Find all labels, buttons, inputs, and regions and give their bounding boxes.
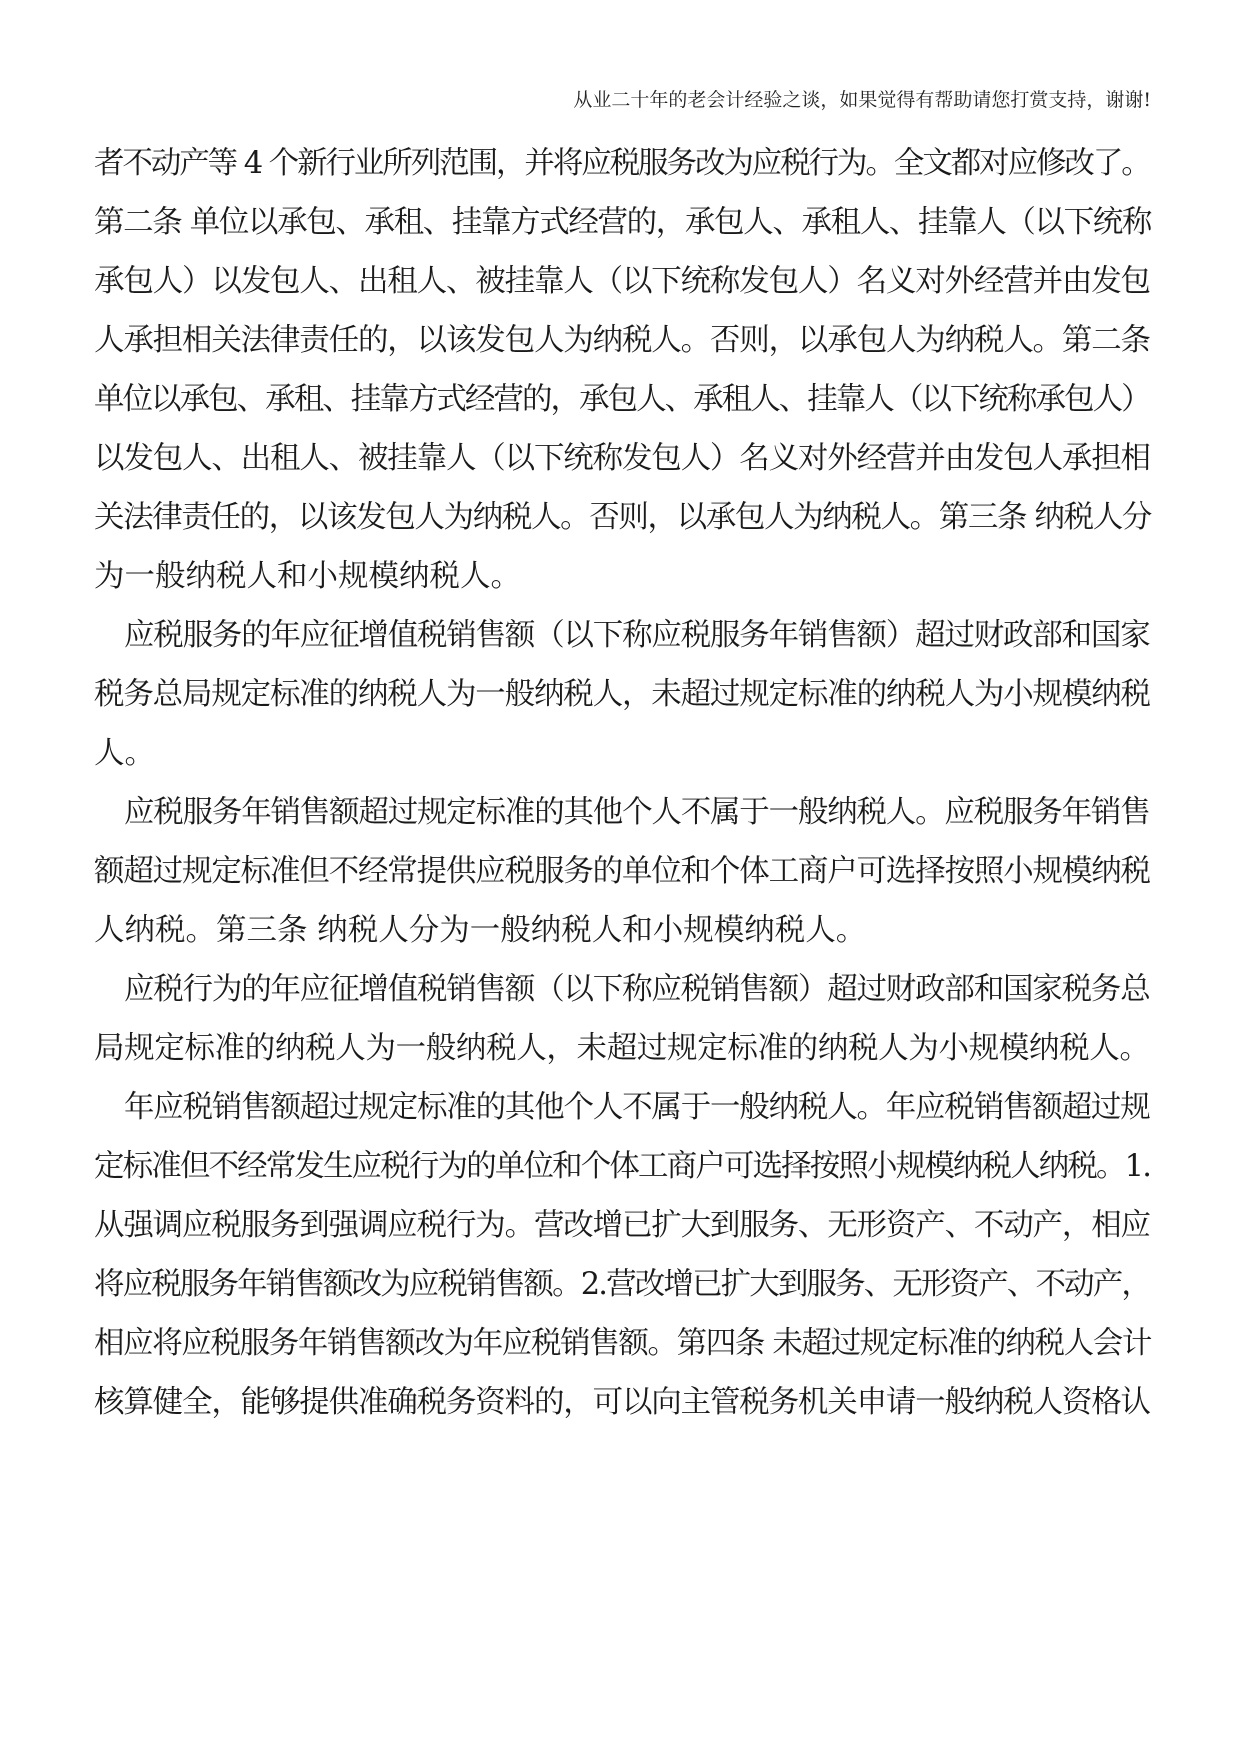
body-line-2: 第二条 单位以承包、承租、挂靠方式经营的，承包人、承租人、挂靠人（以下统称 bbox=[94, 205, 1152, 240]
body-line-6: 以发包人、出租人、被挂靠人（以下统称发包人）名义对外经营并由发包人承担相 bbox=[94, 441, 1150, 476]
body-line-3: 承包人）以发包人、出租人、被挂靠人（以下统称发包人）名义对外经营并由发包 bbox=[94, 264, 1150, 299]
body-line-8: 为一般纳税人和小规模纳税人。 bbox=[94, 559, 521, 594]
body-line-7: 关法律责任的，以该发包人为纳税人。否则，以承包人为纳税人。第三条 纳税人分 bbox=[94, 500, 1152, 535]
body-line-17: 年应税销售额超过规定标准的其他个人不属于一般纳税人。年应税销售额超过规 bbox=[124, 1090, 1150, 1125]
body-line-4: 人承担相关法律责任的，以该发包人为纳税人。否则，以承包人为纳税人。第二条 bbox=[94, 323, 1150, 358]
body-line-22: 核算健全，能够提供准确税务资料的，可以向主管税务机关申请一般纳税人资格认 bbox=[94, 1385, 1150, 1420]
body-line-14: 人纳税。第三条 纳税人分为一般纳税人和小规模纳税人。 bbox=[94, 913, 867, 948]
header-note: 从业二十年的老会计经验之谈，如果觉得有帮助请您打赏支持，谢谢! bbox=[573, 89, 1151, 111]
body-line-5: 单位以承包、承租、挂靠方式经营的，承包人、承租人、挂靠人（以下统称承包人） bbox=[94, 382, 1150, 417]
body-line-9: 应税服务的年应征增值税销售额（以下称应税服务年销售额）超过财政部和国家 bbox=[124, 618, 1150, 653]
body-line-10: 税务总局规定标准的纳税人为一般纳税人，未超过规定标准的纳税人为小规模纳税 bbox=[94, 677, 1150, 712]
body-line-20: 将应税服务年销售额改为应税销售额。2.营改增已扩大到服务、无形资产、不动产， bbox=[94, 1267, 1151, 1302]
body-line-15: 应税行为的年应征增值税销售额（以下称应税销售额）超过财政部和国家税务总 bbox=[124, 972, 1150, 1007]
body-line-16: 局规定标准的纳税人为一般纳税人，未超过规定标准的纳税人为小规模纳税人。 bbox=[94, 1031, 1150, 1066]
body-line-21: 相应将应税服务年销售额改为年应税销售额。第四条 未超过规定标准的纳税人会计 bbox=[94, 1326, 1152, 1361]
body-line-1: 者不动产等 4 个新行业所列范围，并将应税服务改为应税行为。全文都对应修改了。 bbox=[94, 146, 1150, 181]
body-line-13: 额超过规定标准但不经常提供应税服务的单位和个体工商户可选择按照小规模纳税 bbox=[94, 854, 1150, 889]
body-line-12: 应税服务年销售额超过规定标准的其他个人不属于一般纳税人。应税服务年销售 bbox=[124, 795, 1150, 830]
body-line-19: 从强调应税服务到强调应税行为。营改增已扩大到服务、无形资产、不动产，相应 bbox=[94, 1208, 1150, 1243]
body-line-18: 定标准但不经常发生应税行为的单位和个体工商户可选择按照小规模纳税人纳税。1. bbox=[94, 1149, 1151, 1184]
body-line-11: 人。 bbox=[94, 736, 155, 771]
